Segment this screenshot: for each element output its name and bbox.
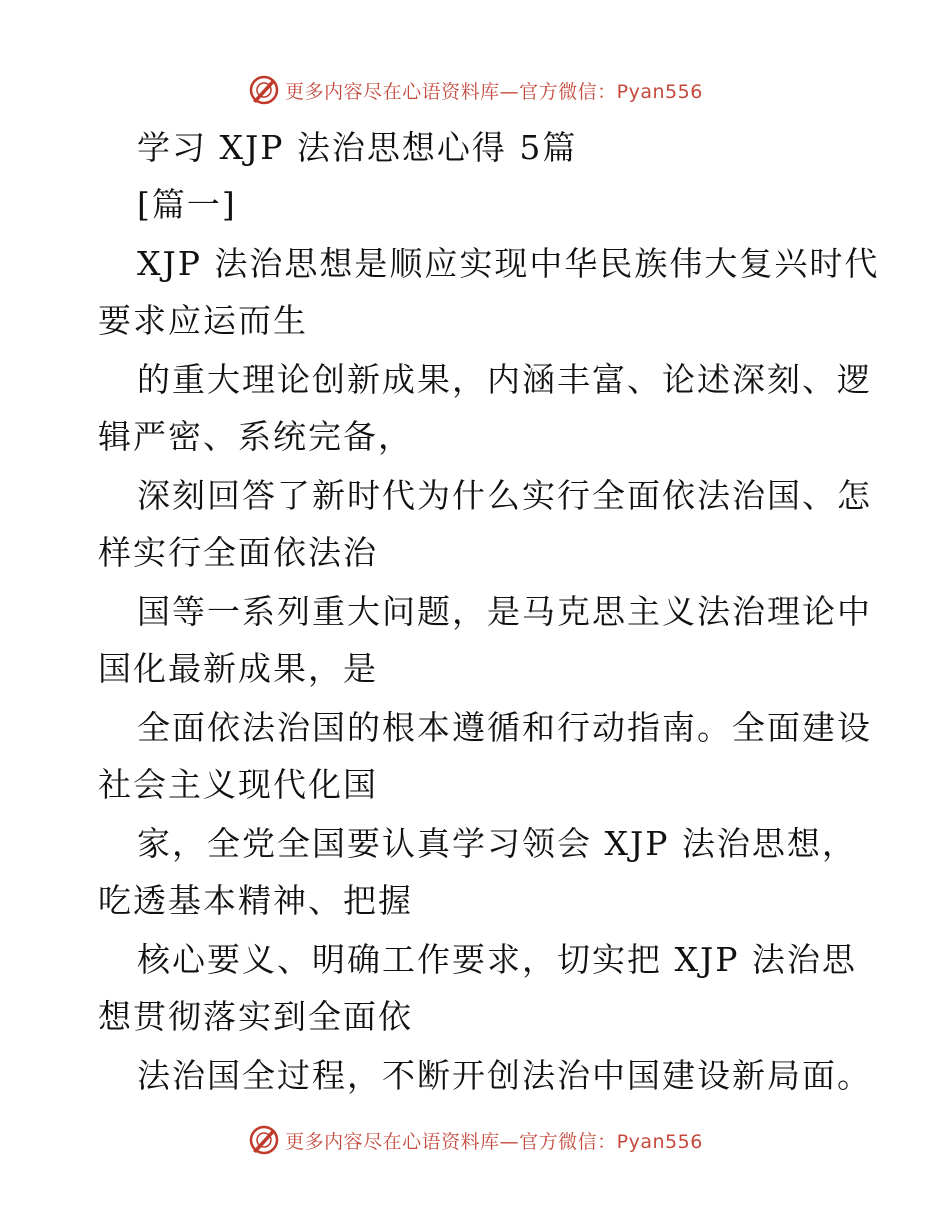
paragraph-line: XJP 法治思想是顺应实现中华民族伟大复兴时代 <box>137 244 880 283</box>
paragraph-line: 国等一系列重大问题，是马克思主义法治理论中 <box>137 592 872 631</box>
paragraph-line: 全面依法治国的根本遵循和行动指南。全面建设 <box>137 708 872 747</box>
paragraph-line: 的重大理论创新成果，内涵丰富、论述深刻、逻 <box>137 360 872 399</box>
watermark-banner-top <box>0 70 950 110</box>
paragraph-line: 吃透基本精神、把握 <box>98 881 413 920</box>
paragraph-line: 国化最新成果，是 <box>98 649 378 688</box>
paragraph-line: 法治国全过程，不断开创法治中国建设新局面。 <box>137 1056 872 1095</box>
paragraph-line: 样实行全面依法治 <box>98 533 378 572</box>
section-heading: [篇一] <box>137 185 237 224</box>
paragraph-line: 想贯彻落实到全面依 <box>98 997 413 1036</box>
paragraph-line: 社会主义现代化国 <box>98 765 378 804</box>
quill-pen-logo-icon <box>247 1123 281 1157</box>
document-title: 学习 XJP 法治思想心得 5篇 <box>137 128 578 167</box>
quill-pen-logo-icon <box>247 73 281 107</box>
paragraph-line: 深刻回答了新时代为什么实行全面依法治国、怎 <box>137 476 872 515</box>
paragraph-line: 辑严密、系统完备， <box>98 417 413 456</box>
paragraph-line: 要求应运而生 <box>98 301 308 340</box>
watermark-text: 更多内容尽在心语资料库—官方微信：Pyan556 <box>285 80 703 103</box>
watermark-text: 更多内容尽在心语资料库—官方微信：Pyan556 <box>285 1130 703 1153</box>
paragraph-line: 核心要义、明确工作要求，切实把 XJP 法治思 <box>137 940 857 979</box>
paragraph-line: 家，全党全国要认真学习领会 XJP 法治思想， <box>137 824 857 863</box>
watermark-banner-bottom <box>0 1120 950 1160</box>
